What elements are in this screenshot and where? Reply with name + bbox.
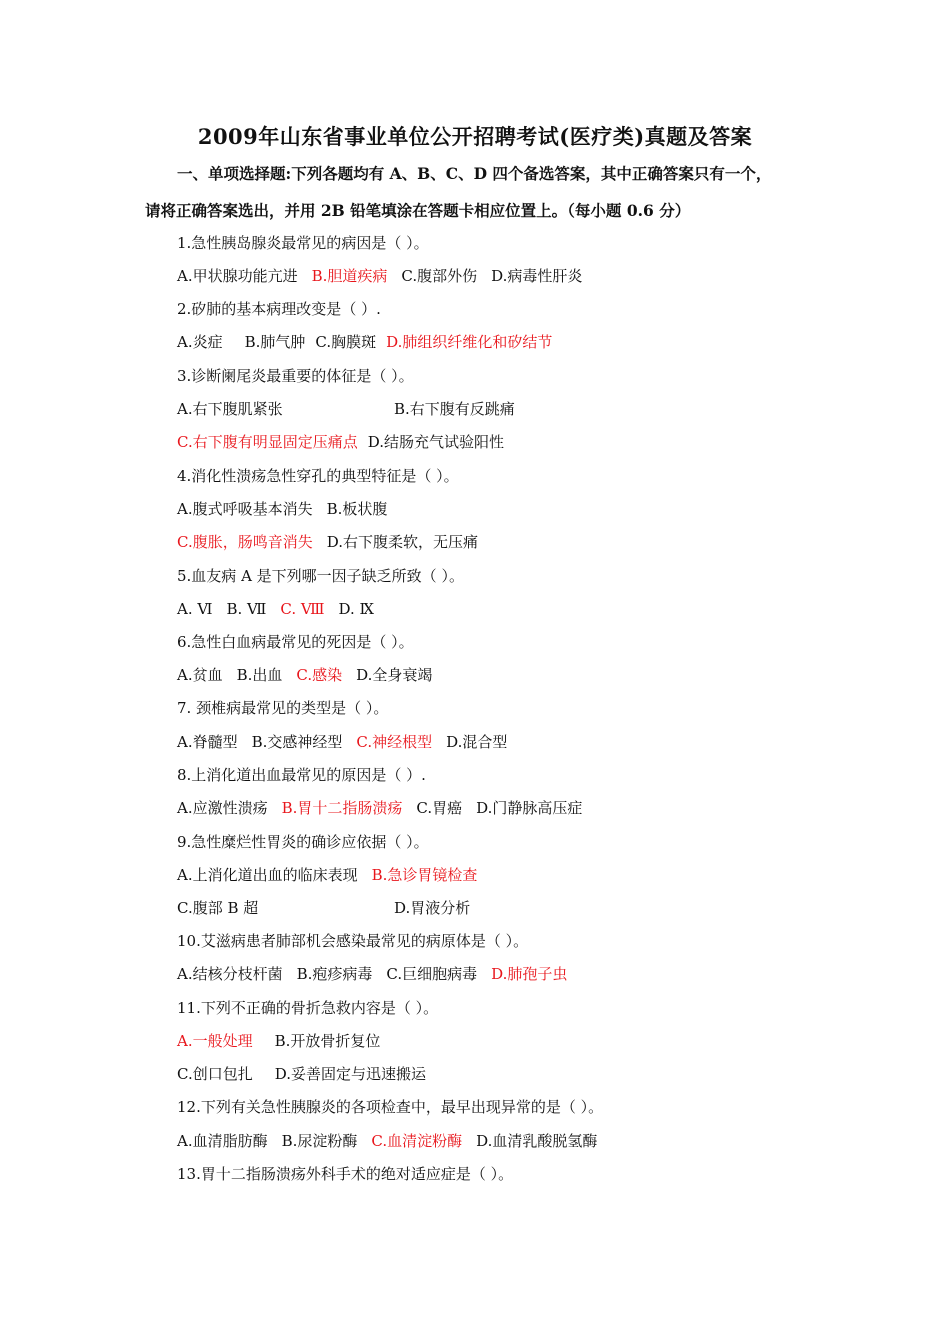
question-1-stem: 1.急性胰岛腺炎最常见的病因是（ ）。 <box>177 234 429 252</box>
question-2-options <box>177 332 552 352</box>
question-10-options <box>177 964 567 984</box>
option-b: B. Ⅶ <box>226 600 267 618</box>
question-12-stem: 12.下列有关急性胰腺炎的各项检查中，最早出现异常的是（ ）。 <box>177 1098 604 1116</box>
section-instructions-line-2: 请将正确答案选出，并用 2B 铅笔填涂在答题卡相应位置上。（每小题 0.6 分） <box>145 201 691 220</box>
question-4-options-row-2 <box>177 532 478 552</box>
question-7-options <box>177 732 507 752</box>
option-b-correct-answer: B.胃十二指肠溃疡 <box>281 799 403 817</box>
question-11-stem: 11.下列不正确的骨折急救内容是（ ）。 <box>177 999 439 1017</box>
option-d: D.病毒性肝炎 <box>491 267 583 285</box>
option-d: D.血清乳酸脱氢酶 <box>476 1132 598 1150</box>
option-d-correct-answer: D.肺组织纤维化和矽结节 <box>386 333 553 351</box>
option-a: A.贫血 <box>177 666 223 684</box>
question-6-stem: 6.急性白血病最常见的死因是（ ）。 <box>177 633 414 651</box>
option-b: B.开放骨折复位 <box>274 1032 381 1050</box>
option-b: B.交感神经型 <box>251 733 343 751</box>
option-c: C.腹部外伤 <box>401 267 478 285</box>
question-9-option-c: C.腹部 B 超 <box>177 899 259 917</box>
option-b-correct-answer: B.胆道疾病 <box>311 267 388 285</box>
option-d: D.混合型 <box>446 733 508 751</box>
option-a: A.应激性溃疡 <box>177 799 268 817</box>
option-a-correct-answer: A.一般处理 <box>177 1032 253 1050</box>
question-9-option-d: D.胃液分析 <box>394 899 471 917</box>
option-b: B.板状腹 <box>326 500 388 518</box>
question-5-stem: 5.血友病 A 是下列哪一因子缺乏所致（ ）。 <box>177 567 464 585</box>
option-c-correct-answer: C.血清淀粉酶 <box>371 1132 463 1150</box>
option-a: A.上消化道出血的临床表现 <box>177 866 358 884</box>
option-a: A.脊髓型 <box>177 733 238 751</box>
question-2-stem: 2.矽肺的基本病理改变是（ ）. <box>177 300 381 318</box>
option-b: B.出血 <box>236 666 283 684</box>
question-10-stem: 10.艾滋病患者肺部机会感染最常见的病原体是（ ）。 <box>177 932 529 950</box>
option-d: D.门静脉高压症 <box>476 799 583 817</box>
question-8-stem: 8.上消化道出血最常见的原因是（ ）. <box>177 766 426 784</box>
option-c: C.创口包扎 <box>177 1065 253 1083</box>
question-6-options <box>177 665 432 685</box>
question-11-options-row-2 <box>177 1064 426 1084</box>
option-a: A.炎症 <box>177 333 223 351</box>
option-c: C.胸膜斑 <box>315 333 377 351</box>
question-3-option-b: B.右下腹有反跳痛 <box>394 400 515 418</box>
option-d: D.妥善固定与迅速搬运 <box>274 1065 426 1083</box>
option-c-correct-answer: C.感染 <box>296 666 343 684</box>
option-c-correct-answer: C.右下腹有明显固定压痛点 <box>177 433 358 451</box>
question-3-stem: 3.诊断阑尾炎最重要的体征是（ ）。 <box>177 367 414 385</box>
question-3-option-a: A.右下腹肌紧张 <box>177 400 283 418</box>
option-c: C.巨细胞病毒 <box>386 965 478 983</box>
option-d-correct-answer: D.肺孢子虫 <box>491 965 568 983</box>
question-12-options <box>177 1131 597 1151</box>
option-a: A.血清脂肪酶 <box>177 1132 268 1150</box>
option-c-correct-answer: C. Ⅷ <box>280 600 325 618</box>
option-d: D.全身衰竭 <box>356 666 433 684</box>
question-7-stem: 7. 颈椎病最常见的类型是（ ）。 <box>177 699 389 717</box>
question-4-options-row-1 <box>177 499 387 519</box>
option-c-correct-answer: C.腹胀，肠鸣音消失 <box>177 533 313 551</box>
question-9-stem: 9.急性糜烂性胃炎的确诊应依据（ ）。 <box>177 833 429 851</box>
option-b: B.尿淀粉酶 <box>281 1132 358 1150</box>
option-a: A.腹式呼吸基本消失 <box>177 500 313 518</box>
question-4-stem: 4.消化性溃疡急性穿孔的典型特征是（ ）。 <box>177 467 459 485</box>
question-1-options <box>177 266 582 286</box>
option-c: C.胃癌 <box>416 799 463 817</box>
option-b-correct-answer: B.急诊胃镜检查 <box>371 866 478 884</box>
option-a: A.甲状腺功能亢进 <box>177 267 298 285</box>
question-3-options-row-2 <box>177 432 504 452</box>
option-a: A. Ⅵ <box>177 600 213 618</box>
question-8-options <box>177 798 582 818</box>
option-d: D.右下腹柔软，无压痛 <box>326 533 478 551</box>
option-d: D. Ⅸ <box>338 600 375 618</box>
question-13-stem: 13.胃十二指肠溃疡外科手术的绝对适应症是（ ）。 <box>177 1165 514 1183</box>
document-title: 2009年山东省事业单位公开招聘考试(医疗类)真题及答案 <box>197 124 753 149</box>
option-a: A.结核分枝杆菌 <box>177 965 283 983</box>
option-d: D.结肠充气试验阳性 <box>367 433 504 451</box>
section-instructions-line-1: 一、单项选择题:下列各题均有 A、B、C、D 四个备选答案，其中正确答案只有一个， <box>177 164 772 183</box>
option-b: B.疱疹病毒 <box>296 965 373 983</box>
question-5-options <box>177 599 374 619</box>
question-11-options-row-1 <box>177 1031 380 1051</box>
option-c-correct-answer: C.神经根型 <box>356 733 433 751</box>
question-9-options-row-1 <box>177 865 477 885</box>
option-b: B.肺气肿 <box>244 333 306 351</box>
